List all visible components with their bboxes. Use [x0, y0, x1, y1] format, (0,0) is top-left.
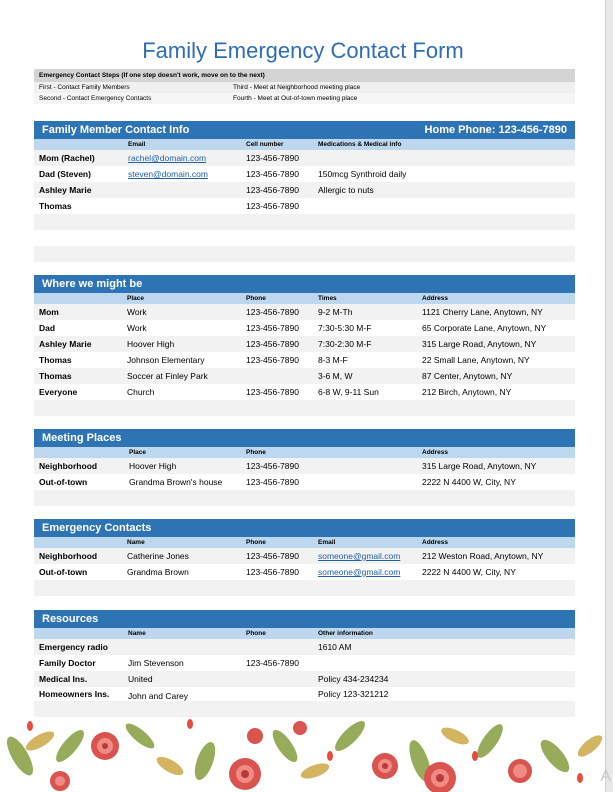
cell-number: 123-456-7890 — [246, 201, 299, 211]
column-header: Name — [127, 539, 145, 546]
table-row — [34, 182, 575, 198]
meeting-type: Out-of-town — [39, 477, 88, 487]
medical-info: Allergic to nuts — [318, 185, 374, 195]
address: 1121 Cherry Lane, Anytown, NY — [422, 307, 543, 317]
empty-row — [34, 230, 575, 246]
place: Johnson Elementary — [127, 355, 205, 365]
phone: 123-456-7890 — [246, 477, 299, 487]
empty-row — [34, 246, 575, 262]
phone: 123-456-7890 — [246, 339, 299, 349]
phone: 123-456-7890 — [246, 658, 299, 668]
table-row — [34, 671, 575, 687]
email-link[interactable]: rachel@domain.com — [128, 153, 207, 163]
column-header-row — [34, 628, 575, 639]
table-row — [34, 655, 575, 671]
column-header: Address — [422, 295, 449, 302]
column-header: Times — [318, 295, 337, 302]
contact-name: Catherine Jones — [127, 551, 189, 561]
contact-type: Neighborhood — [39, 551, 98, 561]
column-header: Place — [127, 295, 144, 302]
table-row — [34, 474, 575, 490]
phone: 123-456-7890 — [246, 387, 299, 397]
section-title: Meeting Places — [42, 432, 122, 444]
steps-header: Emergency Contact Steps (If one step doesn't work, move on to the next) — [34, 69, 575, 82]
resources-section — [34, 610, 575, 717]
table-row — [34, 304, 575, 320]
watermark-letter: A — [600, 768, 611, 785]
phone: 123-456-7890 — [246, 567, 299, 577]
resource-name: Jim Stevenson — [128, 658, 184, 668]
cell-number: 123-456-7890 — [246, 169, 299, 179]
table-row — [34, 458, 575, 474]
column-header: Place — [129, 449, 146, 456]
place: Soccer at Finley Park — [127, 371, 208, 381]
table-row — [34, 320, 575, 336]
section-header — [34, 519, 575, 537]
place: Work — [127, 323, 147, 333]
column-header-row — [34, 293, 575, 304]
place: Hoover High — [129, 461, 177, 471]
column-header: Name — [128, 630, 146, 637]
email-link[interactable]: someone@gmail.com — [318, 551, 401, 561]
column-header: Other information — [318, 630, 373, 637]
cell-number: 123-456-7890 — [246, 153, 299, 163]
section-title: Family Member Contact Info — [42, 124, 190, 136]
column-header: Phone — [246, 449, 266, 456]
table-row — [34, 548, 575, 564]
section-title: Where we might be — [42, 278, 143, 290]
resource-type: Homeowners Ins. — [39, 689, 110, 699]
resource-type: Emergency radio — [39, 642, 108, 652]
place: Church — [127, 387, 155, 397]
times: 8-3 M-F — [318, 355, 348, 365]
table-row — [34, 150, 575, 166]
column-header: Phone — [246, 539, 266, 546]
other-info: Policy 123-321212 — [318, 689, 389, 699]
resource-name: John and Carey — [128, 691, 189, 701]
phone: 123-456-7890 — [246, 323, 299, 333]
place: Hoover High — [127, 339, 175, 349]
phone: 123-456-7890 — [246, 551, 299, 561]
other-info: 1610 AM — [318, 642, 352, 652]
address: 87 Center, Anytown, NY — [422, 371, 513, 381]
person-name: Thomas — [39, 355, 72, 365]
table-row — [34, 384, 575, 400]
column-header-row — [34, 537, 575, 548]
empty-row — [34, 701, 575, 717]
address: 315 Large Road, Anytown, NY — [422, 461, 537, 471]
table-row — [34, 687, 575, 701]
empty-row — [34, 214, 575, 230]
column-header: Cell number — [246, 141, 284, 148]
person-name: Thomas — [39, 371, 72, 381]
table-row — [34, 352, 575, 368]
family-section — [34, 121, 575, 262]
section-title: Emergency Contacts — [42, 522, 152, 534]
address: 315 Large Road, Anytown, NY — [422, 339, 537, 349]
email-link[interactable]: steven@domain.com — [128, 169, 208, 179]
person-name: Everyone — [39, 387, 78, 397]
steps-row — [34, 82, 575, 93]
resource-type: Family Doctor — [39, 658, 96, 668]
address: 65 Corporate Lane, Anytown, NY — [422, 323, 547, 333]
flower-illustration — [0, 716, 605, 792]
table-row — [34, 198, 575, 214]
empty-row — [34, 580, 575, 596]
address: 212 Birch, Anytown, NY — [422, 387, 512, 397]
section-header — [34, 610, 575, 628]
member-name: Ashley Marie — [39, 185, 92, 195]
person-name: Ashley Marie — [39, 339, 92, 349]
times: 7:30-5:30 M-F — [318, 323, 372, 333]
place: Grandma Brown's house — [129, 477, 223, 487]
times: 3-6 M, W — [318, 371, 353, 381]
times: 7:30-2:30 M-F — [318, 339, 372, 349]
section-header — [34, 429, 575, 447]
column-header: Address — [422, 449, 449, 456]
table-row — [34, 166, 575, 182]
where-section — [34, 275, 575, 416]
section-header — [34, 121, 575, 139]
person-name: Mom — [39, 307, 59, 317]
table-row — [34, 639, 575, 655]
email-link[interactable]: someone@gmail.com — [318, 567, 401, 577]
member-name: Mom (Rachel) — [39, 153, 95, 163]
steps-row — [34, 93, 575, 104]
column-header-row — [34, 447, 575, 458]
column-header: Phone — [246, 295, 266, 302]
resource-name: United — [128, 674, 153, 684]
address: 22 Small Lane, Anytown, NY — [422, 355, 530, 365]
table-row — [34, 336, 575, 352]
page-title: Family Emergency Contact Form — [142, 38, 464, 63]
column-header: Email — [128, 141, 146, 148]
emergency-section — [34, 519, 575, 596]
floral-border-decoration — [0, 716, 605, 792]
table-row — [34, 368, 575, 384]
page-edge — [605, 0, 613, 792]
meeting-type: Neighborhood — [39, 461, 98, 471]
column-header: Medications & Medical info — [318, 141, 402, 148]
cell-number: 123-456-7890 — [246, 185, 299, 195]
column-header: Address — [422, 539, 449, 546]
phone: 123-456-7890 — [246, 355, 299, 365]
section-title: Resources — [42, 613, 99, 625]
resource-type: Medical Ins. — [39, 674, 88, 684]
empty-row — [34, 490, 575, 506]
member-name: Dad (Steven) — [39, 169, 91, 179]
phone: 123-456-7890 — [246, 307, 299, 317]
step-fourth: Fourth - Meet at Out-of-town meeting place — [233, 95, 358, 102]
phone: 123-456-7890 — [246, 461, 299, 471]
other-info: Policy 434-234234 — [318, 674, 389, 684]
steps-table — [34, 69, 575, 104]
address: 212 Weston Road, Anytown, NY — [422, 551, 544, 561]
step-second: Second - Contact Emergency Contacts — [39, 95, 152, 102]
column-header-row — [34, 139, 575, 150]
home-phone: Home Phone: 123-456-7890 — [424, 124, 567, 136]
step-first: First - Contact Family Members — [39, 84, 130, 91]
member-name: Thomas — [39, 201, 72, 211]
empty-row — [34, 400, 575, 416]
address: 2222 N 4400 W, City, NY — [422, 477, 516, 487]
contact-type: Out-of-town — [39, 567, 88, 577]
meeting-section — [34, 429, 575, 506]
step-third: Third - Meet at Neighborhood meeting place — [233, 84, 361, 91]
contact-name: Grandma Brown — [127, 567, 189, 577]
times: 9-2 M-Th — [318, 307, 353, 317]
table-row — [34, 564, 575, 580]
address: 2222 N 4400 W, City, NY — [422, 567, 516, 577]
times: 6-8 W, 9-11 Sun — [318, 387, 379, 397]
place: Work — [127, 307, 147, 317]
medical-info: 150mcg Synthroid daily — [318, 169, 407, 179]
person-name: Dad — [39, 323, 56, 333]
column-header: Email — [318, 539, 336, 546]
section-header — [34, 275, 575, 293]
column-header: Phone — [246, 630, 266, 637]
